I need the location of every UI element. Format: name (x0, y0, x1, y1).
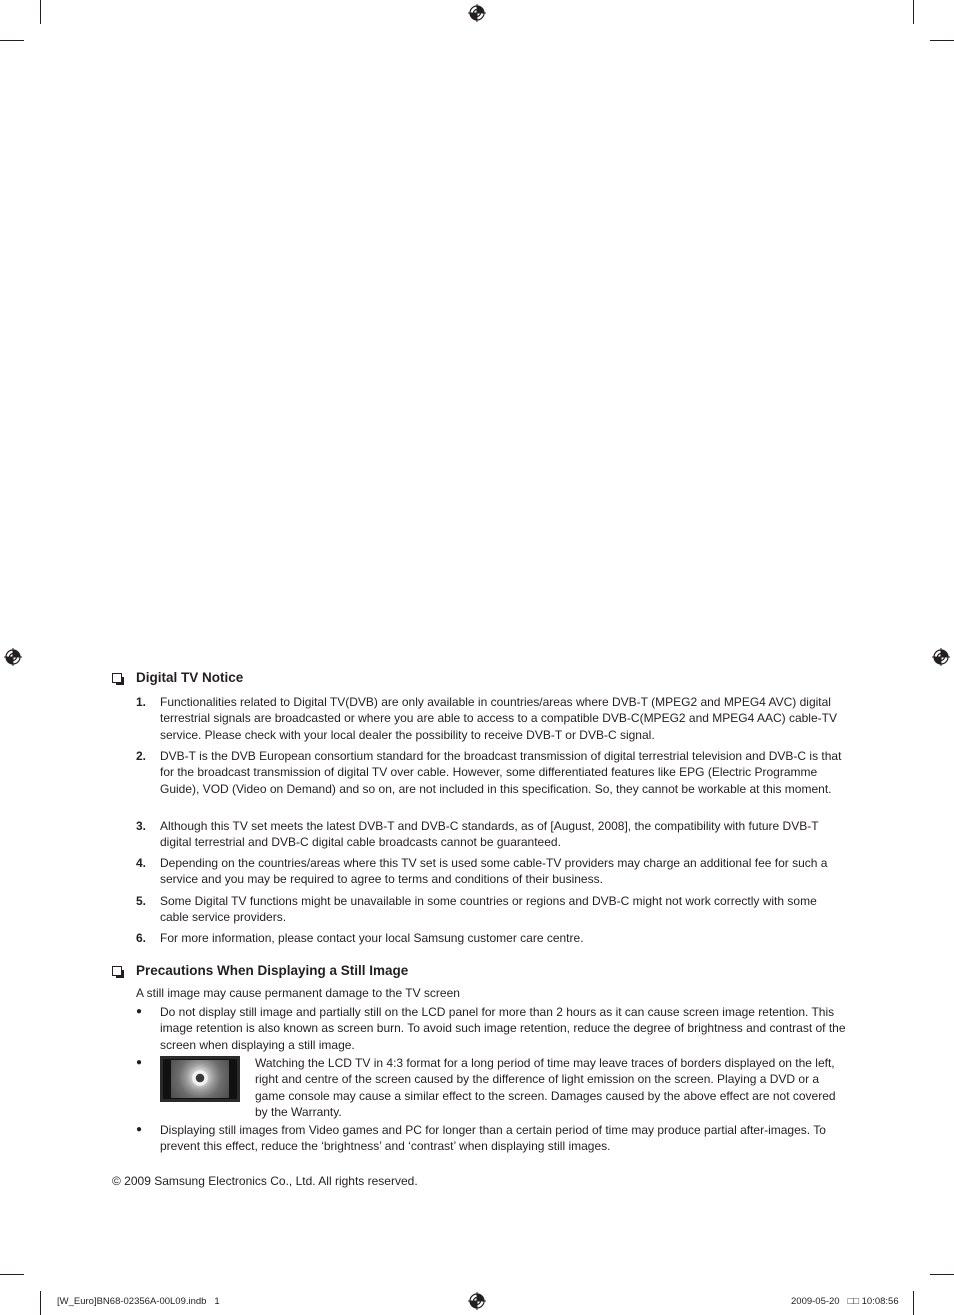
bullet-text: Displaying still images from Video games and PC for longer than a certain period of time may produce partial after-images. To prevent this effect, reduce the ‘brightness’ and ‘contrast’ when displaying still images. (160, 1123, 826, 1154)
sunflower-screen-thumbnail (160, 1056, 240, 1102)
item-text: Some Digital TV functions might be unavailable in some countries or regions and DVB-C might not work correctly with some cable service providers. (160, 894, 817, 925)
section-title: Precautions When Displaying a Still Image (136, 963, 409, 978)
footer-timestamp: 2009-05-20 □□ 10:08:56 (791, 1296, 899, 1307)
registration-mark-icon (4, 648, 22, 666)
list-item (136, 855, 848, 888)
section-title: Digital TV Notice (136, 670, 244, 685)
section-heading-still-image (112, 963, 408, 978)
bullet-text: Watching the LCD TV in 4:3 format for a long period of time may leave traces of borders displayed on the left, right and centre of the screen caused by the difference of light emission on the screen. Playing a DVD or a game console may cause a similar effect to the screen. Damages caused by the above effect are not covered by the Warranty. (255, 1056, 836, 1120)
list-item (136, 748, 848, 797)
registration-mark-icon (468, 4, 486, 22)
item-number: 4. (136, 856, 147, 870)
item-text: Functionalities related to Digital TV(DVB) are only available in countries/areas where DVB-T (MPEG2 and MPEG4 AVC) digital terrestrial signals are broadcasted or where you are able to access to a compatible DVB-C(MPEG2 and MPEG4 AAC) cable-TV service. Please check with your local dealer the possibility to receive DVB-T or DVB-C signal. (160, 695, 837, 742)
item-number: 1. (136, 695, 147, 709)
copyright: © 2009 Samsung Electronics Co., Ltd. All rights reserved. (112, 1174, 418, 1188)
list-item (136, 930, 848, 946)
item-text: For more information, please contact your local Samsung customer care centre. (160, 931, 584, 945)
item-text: Although this TV set meets the latest DVB-T and DVB-C standards, as of [August, 2008], the compatibility with future DVB-T digital terrestrial and DVB-C digital cable broadcasts cannot be guaranteed. (160, 819, 819, 850)
crop-mark (0, 40, 24, 41)
bullet-item (136, 1004, 848, 1053)
section-intro: A still image may cause permanent damage to the TV screen (136, 986, 460, 1000)
footer-file-name: [W_Euro]BN68-02356A-00L09.indb 1 (57, 1296, 220, 1307)
checkbox-icon (112, 673, 122, 683)
bullet-dot: ● (136, 1124, 143, 1135)
crop-mark (40, 0, 41, 24)
item-number: 6. (136, 931, 147, 945)
item-text: Depending on the countries/areas where this TV set is used some cable-TV providers may charge an additional fee for such a service and you may be required to agree to terms and conditions of their business. (160, 856, 828, 887)
crop-mark (0, 1274, 24, 1275)
crop-mark (930, 1274, 954, 1275)
list-item (136, 818, 848, 851)
bullet-item (136, 1122, 848, 1155)
bullet-dot: ● (136, 1057, 143, 1068)
item-number: 2. (136, 749, 147, 763)
crop-mark (930, 40, 954, 41)
bullet-text: Do not display still image and partially still on the LCD panel for more than 2 hours as it can cause screen image retention. This image retention is also known as screen burn. To avoid such image retention, reduce the degree of brightness and contrast of the screen when displaying a still image. (160, 1005, 846, 1052)
checkbox-icon (112, 966, 122, 976)
bullet-dot: ● (136, 1006, 143, 1017)
crop-mark (913, 1291, 914, 1315)
crop-mark (40, 1291, 41, 1315)
list-item (136, 893, 848, 926)
registration-mark-icon (468, 1292, 486, 1310)
item-number: 3. (136, 819, 147, 833)
registration-mark-icon (932, 648, 950, 666)
section-heading-digital-tv (112, 670, 243, 685)
item-number: 5. (136, 894, 147, 908)
item-text: DVB-T is the DVB European consortium standard for the broadcast transmission of digital terrestrial television and DVB-C is that for the broadcast transmission of digital TV over cable. However, some differentiated features like EPG (Electric Programme Guide), VOD (Video on Demand) and so on, are not included in this specification. So, they cannot be workable at this moment. (160, 749, 842, 796)
crop-mark (913, 0, 914, 24)
list-item (136, 694, 848, 743)
flower-icon (192, 1070, 208, 1086)
